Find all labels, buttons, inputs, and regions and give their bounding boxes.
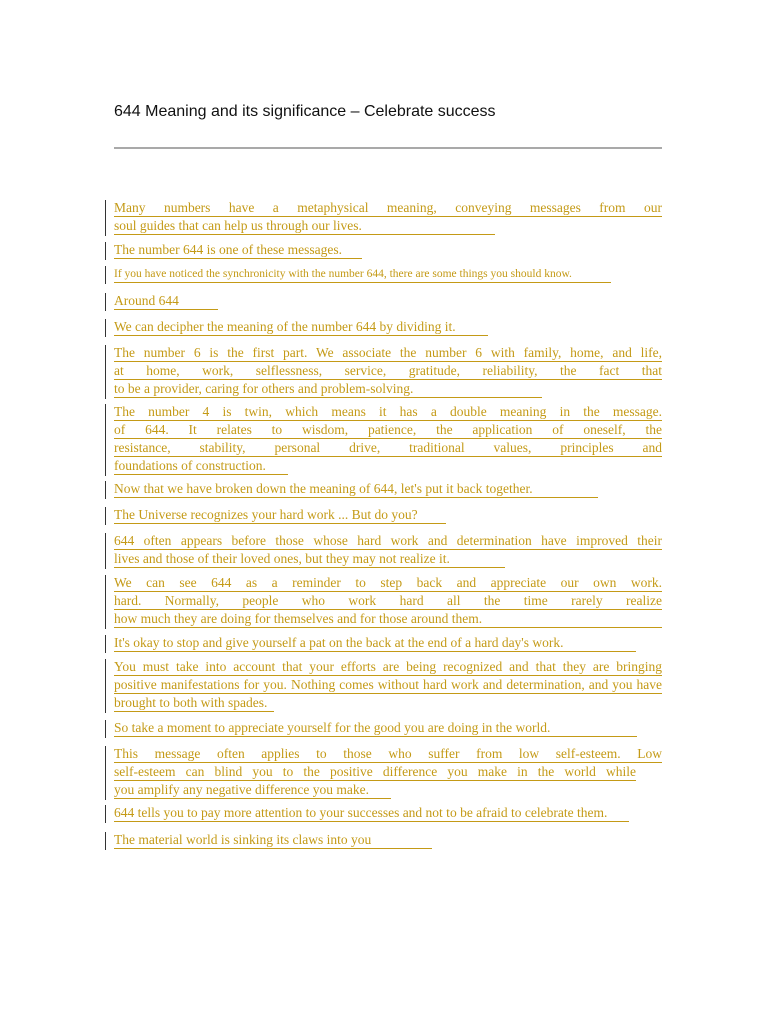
title-divider (114, 147, 662, 149)
paragraph (105, 200, 662, 236)
paragraph-line: So take a moment to appreciate yourself for the good you are doing in the world. (114, 720, 637, 737)
paragraph-line: at home, work, selflessness, service, gratitude, reliability, the fact that (114, 363, 662, 378)
paragraph (105, 319, 488, 337)
paragraph (105, 832, 432, 850)
paragraph-line: It's okay to stop and give yourself a pat on the back at the end of a hard day's work. (114, 635, 636, 652)
paragraph-line: resistance, stability, personal drive, traditional values, principles and (114, 440, 662, 455)
paragraph (105, 266, 611, 284)
paragraph (105, 805, 629, 823)
paragraph-line: brought to both with spades. (114, 695, 274, 712)
paragraph (105, 481, 598, 499)
paragraph (105, 575, 662, 629)
paragraph-line: The number 6 is the first part. We associate the number 6 with family, home, and life, (114, 345, 662, 360)
paragraph-line: foundations of construction. (114, 458, 288, 475)
paragraph-line: We can see 644 as a reminder to step back and appreciate our own work. (114, 575, 662, 590)
paragraph (105, 404, 662, 476)
paragraph-line: 644 often appears before those whose hard work and determination have improved their (114, 533, 662, 548)
paragraph-line: The material world is sinking its claws into you (114, 832, 432, 849)
paragraph-line: The number 644 is one of these messages. (114, 242, 362, 259)
paragraph-line: lives and those of their loved ones, but they may not realize it. (114, 551, 505, 568)
page-title: 644 Meaning and its significance – Celebrate success (114, 103, 496, 120)
paragraph (105, 746, 662, 800)
paragraph-line: This message often applies to those who suffer from low self-esteem. Low (114, 746, 662, 761)
paragraph-line: We can decipher the meaning of the number 644 by dividing it. (114, 319, 488, 336)
paragraph-line: hard. Normally, people who work hard all the time rarely realize (114, 593, 662, 608)
paragraph-line: to be a provider, caring for others and problem-solving. (114, 381, 542, 398)
paragraph-line: you amplify any negative difference you make. (114, 782, 391, 799)
paragraph-line: You must take into account that your efforts are being recognized and that they are bringing (114, 659, 662, 674)
paragraph-line: Many numbers have a metaphysical meaning, conveying messages from our (114, 200, 662, 215)
paragraph (105, 242, 362, 260)
paragraph-line: If you have noticed the synchronicity with the number 644, there are some things you should know. (114, 266, 611, 283)
paragraph-line: Now that we have broken down the meaning of 644, let's put it back together. (114, 481, 598, 498)
paragraph-line: The number 4 is twin, which means it has a double meaning in the message. (114, 404, 662, 419)
paragraph-line: self-esteem can blind you to the positive difference you make in the world while (114, 764, 636, 779)
paragraph (105, 659, 662, 713)
paragraph (105, 507, 446, 525)
paragraph-line: of 644. It relates to wisdom, patience, the application of oneself, the (114, 422, 662, 437)
paragraph-line: soul guides that can help us through our lives. (114, 218, 495, 235)
paragraph (105, 720, 637, 738)
paragraph-line: 644 tells you to pay more attention to your successes and not to be afraid to celebrate them. (114, 805, 629, 822)
paragraph (105, 635, 636, 653)
paragraph-line: how much they are doing for themselves and for those around them. (114, 611, 662, 628)
paragraph-line: positive manifestations for you. Nothing comes without hard work and determination, and you have (114, 677, 662, 692)
paragraph (105, 345, 662, 399)
paragraph-line: Around 644 (114, 293, 218, 310)
paragraph (105, 293, 218, 311)
paragraph-line: The Universe recognizes your hard work ... But do you? (114, 507, 446, 524)
paragraph (105, 533, 662, 569)
